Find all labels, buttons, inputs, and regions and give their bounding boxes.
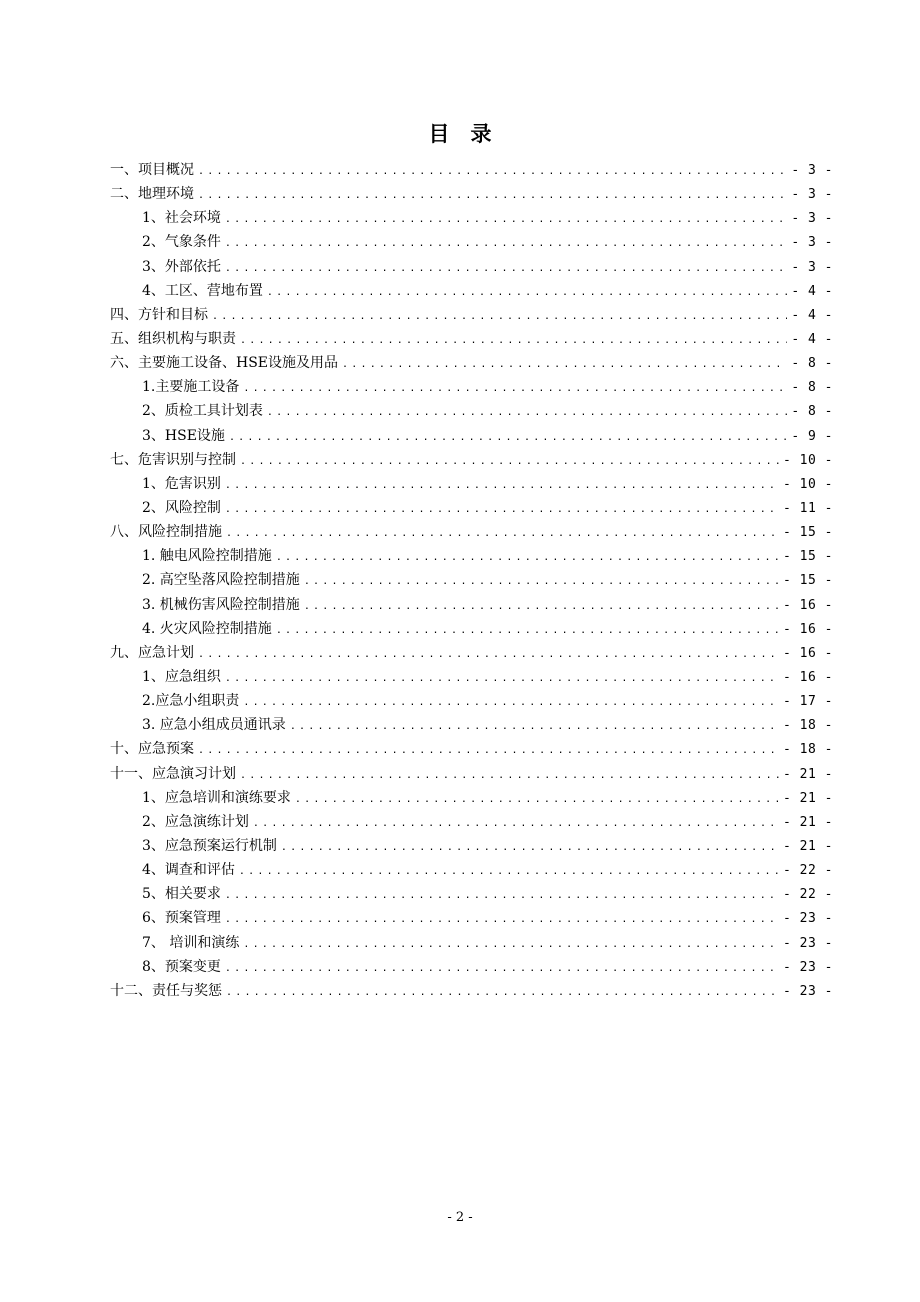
toc-entry[interactable] bbox=[110, 713, 833, 737]
toc-entry-page: - 8 - bbox=[791, 404, 833, 420]
toc-leader-dots bbox=[198, 738, 779, 761]
toc-leader-dots bbox=[304, 594, 779, 617]
toc-leader-dots bbox=[229, 425, 787, 448]
toc-entry[interactable] bbox=[110, 327, 833, 351]
toc-entry-page: - 8 - bbox=[791, 380, 833, 396]
table-of-contents bbox=[110, 158, 833, 1003]
toc-entry[interactable] bbox=[110, 544, 833, 568]
toc-entry[interactable] bbox=[110, 786, 833, 810]
toc-entry-page: - 15 - bbox=[783, 549, 833, 565]
toc-entry[interactable] bbox=[110, 448, 833, 472]
toc-leader-dots bbox=[225, 473, 779, 496]
toc-entry[interactable] bbox=[110, 931, 833, 955]
toc-leader-dots bbox=[225, 666, 779, 689]
toc-leader-dots bbox=[253, 811, 779, 834]
toc-entry-label: 九、应急计划 bbox=[110, 644, 194, 661]
toc-entry-page: - 8 - bbox=[791, 356, 833, 372]
toc-leader-dots bbox=[240, 763, 779, 786]
toc-entry-page: - 15 - bbox=[783, 525, 833, 541]
toc-entry[interactable] bbox=[110, 737, 833, 761]
toc-leader-dots bbox=[239, 859, 779, 882]
toc-leader-dots bbox=[225, 956, 779, 979]
toc-entry-label: 2、气象条件 bbox=[142, 234, 221, 251]
toc-entry-label: 一、项目概况 bbox=[110, 162, 194, 178]
toc-entry-page: - 21 - bbox=[783, 790, 833, 806]
toc-entry[interactable] bbox=[110, 351, 833, 375]
toc-entry-page: - 23 - bbox=[783, 983, 833, 999]
toc-entry[interactable] bbox=[110, 496, 833, 520]
toc-entry-page: - 10 - bbox=[783, 476, 833, 492]
toc-entry-label: 五、组织机构与职责 bbox=[110, 330, 236, 347]
toc-entry-page: - 16 - bbox=[783, 597, 833, 613]
toc-leader-dots bbox=[243, 932, 779, 955]
toc-entry[interactable] bbox=[110, 158, 833, 182]
toc-leader-dots bbox=[342, 352, 787, 375]
toc-entry-page: - 16 - bbox=[783, 621, 833, 637]
toc-leader-dots bbox=[267, 400, 787, 423]
toc-entry-label: 1.主要施工设备 bbox=[142, 379, 240, 396]
toc-entry[interactable] bbox=[110, 255, 833, 279]
toc-entry[interactable] bbox=[110, 762, 833, 786]
toc-leader-dots bbox=[276, 618, 779, 641]
toc-entry[interactable] bbox=[110, 593, 833, 617]
toc-entry-label: 6、预案管理 bbox=[142, 910, 221, 927]
toc-entry-page: - 10 - bbox=[783, 452, 833, 468]
toc-entry-label: 1. 触电风险控制措施 bbox=[142, 548, 272, 565]
toc-entry-page: - 23 - bbox=[783, 935, 833, 951]
toc-entry-label: 六、主要施工设备、HSE设施及用品 bbox=[110, 355, 339, 372]
toc-entry-page: - 21 - bbox=[783, 766, 833, 782]
toc-leader-dots bbox=[243, 690, 779, 713]
toc-entry[interactable] bbox=[110, 858, 833, 882]
toc-entry[interactable] bbox=[110, 424, 833, 448]
toc-entry-page: - 3 - bbox=[791, 259, 833, 275]
toc-leader-dots bbox=[281, 835, 779, 858]
toc-entry-label: 十、应急预案 bbox=[110, 741, 194, 758]
toc-entry-page: - 4 - bbox=[791, 307, 833, 323]
toc-entry[interactable] bbox=[110, 617, 833, 641]
toc-entry-page: - 3 - bbox=[791, 187, 833, 203]
toc-entry-label: 1、危害识别 bbox=[142, 475, 221, 492]
toc-entry-label: 4、工区、营地布置 bbox=[142, 282, 263, 299]
toc-leader-dots bbox=[225, 883, 779, 906]
toc-entry-page: - 3 - bbox=[791, 163, 833, 178]
toc-entry-label: 2、应急演练计划 bbox=[142, 813, 249, 830]
toc-entry-page: - 11 - bbox=[783, 500, 833, 516]
toc-entry[interactable] bbox=[110, 399, 833, 423]
toc-entry[interactable] bbox=[110, 641, 833, 665]
toc-entry-label: 3. 机械伤害风险控制措施 bbox=[142, 596, 300, 613]
toc-entry-page: - 21 - bbox=[783, 814, 833, 830]
toc-leader-dots bbox=[198, 183, 787, 206]
toc-entry[interactable] bbox=[110, 303, 833, 327]
toc-entry-label: 4、调查和评估 bbox=[142, 862, 235, 879]
toc-entry-label: 七、危害识别与控制 bbox=[110, 451, 236, 468]
toc-leader-dots bbox=[212, 304, 787, 327]
toc-entry-page: - 16 - bbox=[783, 645, 833, 661]
toc-entry-label: 1、应急培训和演练要求 bbox=[142, 789, 291, 806]
toc-title: 目 录 bbox=[428, 122, 492, 146]
toc-entry-page: - 22 - bbox=[783, 863, 833, 879]
toc-entry-label: 4. 火灾风险控制措施 bbox=[142, 620, 272, 637]
toc-entry-page: - 22 - bbox=[783, 887, 833, 903]
toc-entry[interactable] bbox=[110, 834, 833, 858]
toc-entry-page: - 3 - bbox=[791, 235, 833, 251]
toc-leader-dots bbox=[240, 328, 787, 351]
toc-leader-dots bbox=[304, 569, 779, 592]
toc-entry-label: 1、社会环境 bbox=[142, 210, 221, 227]
toc-entry-label: 7、 培训和演练 bbox=[142, 934, 240, 951]
toc-entry-label: 8、预案变更 bbox=[142, 958, 221, 975]
toc-entry-label: 十一、应急演习计划 bbox=[110, 765, 236, 782]
toc-entry-page: - 3 - bbox=[791, 211, 833, 227]
page-number: - 2 - bbox=[447, 1210, 473, 1225]
toc-leader-dots bbox=[225, 231, 787, 254]
toc-entry-label: 1、应急组织 bbox=[142, 668, 221, 685]
toc-entry-page: - 23 - bbox=[783, 911, 833, 927]
toc-leader-dots bbox=[267, 280, 787, 303]
toc-entry[interactable] bbox=[110, 472, 833, 496]
toc-entry[interactable] bbox=[110, 182, 833, 206]
toc-leader-dots bbox=[198, 642, 779, 665]
toc-entry-page: - 23 - bbox=[783, 959, 833, 975]
toc-entry[interactable] bbox=[110, 665, 833, 689]
toc-leader-dots bbox=[225, 497, 779, 520]
toc-entry[interactable] bbox=[110, 979, 833, 1003]
toc-entry-label: 十二、责任与奖惩 bbox=[110, 982, 222, 999]
toc-entry-page: - 9 - bbox=[791, 428, 833, 444]
toc-entry-page: - 4 - bbox=[791, 331, 833, 347]
toc-entry[interactable] bbox=[110, 568, 833, 592]
toc-entry-label: 3、应急预案运行机制 bbox=[142, 837, 277, 854]
toc-entry[interactable] bbox=[110, 689, 833, 713]
toc-entry-page: - 4 - bbox=[791, 283, 833, 299]
toc-entry-label: 3. 应急小组成员通讯录 bbox=[142, 717, 286, 734]
toc-entry-page: - 17 - bbox=[783, 694, 833, 710]
toc-entry-label: 3、HSE设施 bbox=[142, 427, 225, 444]
toc-leader-dots bbox=[225, 907, 779, 930]
toc-entry-label: 2、质检工具计划表 bbox=[142, 403, 263, 420]
toc-entry-page: - 18 - bbox=[783, 742, 833, 758]
toc-entry[interactable] bbox=[110, 279, 833, 303]
toc-leader-dots bbox=[225, 256, 787, 279]
toc-entry-page: - 16 - bbox=[783, 669, 833, 685]
toc-entry-page: - 18 - bbox=[783, 718, 833, 734]
toc-entry-label: 八、风险控制措施 bbox=[110, 524, 222, 541]
toc-entry-label: 2.应急小组职责 bbox=[142, 693, 240, 710]
toc-leader-dots bbox=[290, 714, 779, 737]
toc-leader-dots bbox=[240, 449, 779, 472]
toc-entry-label: 二、地理环境 bbox=[110, 186, 194, 203]
toc-entry-label: 四、方针和目标 bbox=[110, 306, 208, 323]
toc-entry-label: 5、相关要求 bbox=[142, 886, 221, 903]
toc-entry[interactable] bbox=[110, 955, 833, 979]
toc-entry[interactable] bbox=[110, 206, 833, 230]
toc-leader-dots bbox=[225, 207, 787, 230]
toc-leader-dots bbox=[295, 787, 779, 810]
toc-entry[interactable] bbox=[110, 520, 833, 544]
toc-leader-dots bbox=[226, 521, 779, 544]
toc-entry-label: 3、外部依托 bbox=[142, 258, 221, 275]
toc-entry[interactable] bbox=[110, 882, 833, 906]
toc-entry[interactable] bbox=[110, 906, 833, 930]
toc-entry-page: - 15 - bbox=[783, 573, 833, 589]
toc-entry[interactable] bbox=[110, 230, 833, 254]
toc-entry-label: 2、风险控制 bbox=[142, 499, 221, 516]
toc-leader-dots bbox=[226, 980, 779, 1003]
toc-leader-dots bbox=[276, 545, 779, 568]
toc-entry-label: 2. 高空坠落风险控制措施 bbox=[142, 572, 300, 589]
toc-leader-dots bbox=[243, 376, 787, 399]
toc-entry[interactable] bbox=[110, 810, 833, 834]
toc-leader-dots bbox=[198, 159, 787, 182]
toc-entry-page: - 21 - bbox=[783, 838, 833, 854]
toc-entry[interactable] bbox=[110, 375, 833, 399]
